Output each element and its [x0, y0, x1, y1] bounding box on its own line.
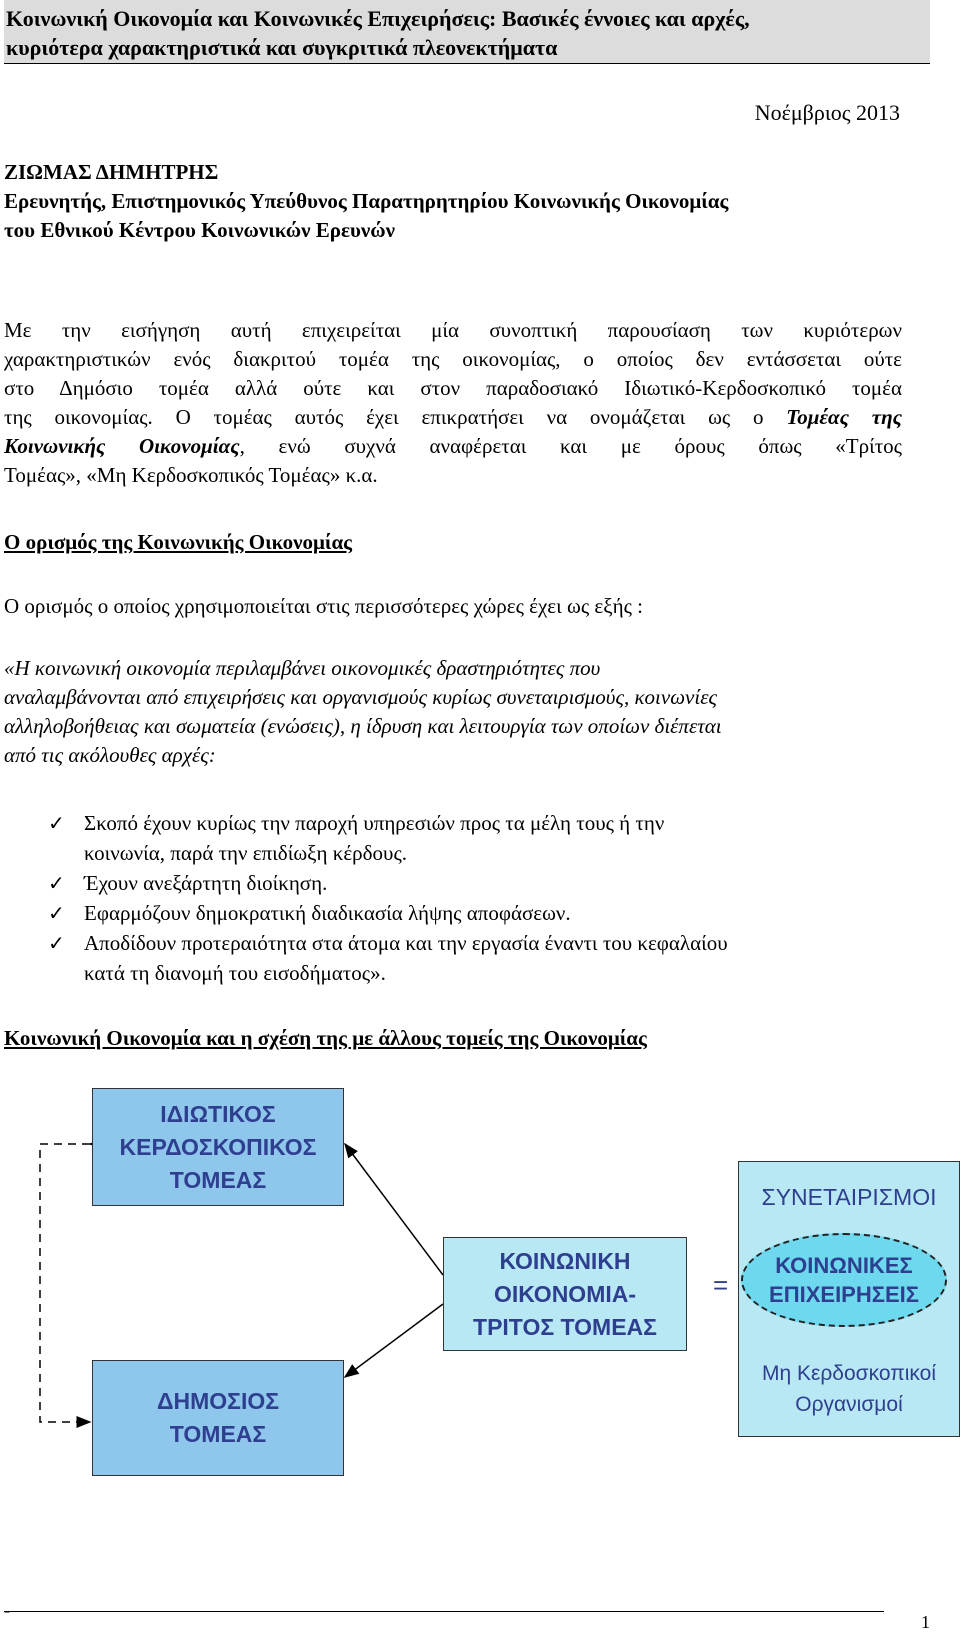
- list-item: [48, 868, 728, 898]
- nonprofits-line-1: Μη Κερδοσκοπικοί: [761, 1362, 937, 1385]
- principles-list: [48, 808, 728, 988]
- social-economy-line-1: ΚΟΙΝΩΝΙΚΗ: [499, 1247, 631, 1274]
- list-item-text: Αποδίδουν προτεραιότητα στα άτομα και την εργασία έναντι του κεφαλαίου: [84, 931, 728, 955]
- checkmark-icon: ✓: [48, 901, 65, 925]
- list-item-text: κοινωνία, παρά την επιδίωξη κέρδους.: [84, 841, 408, 865]
- author-block: [4, 158, 728, 245]
- social-economy-line-3: ΤΡΙΤΟΣ ΤΟΜΕΑΣ: [473, 1313, 657, 1340]
- checkmark-icon: ✓: [48, 931, 65, 955]
- equals-sign: =: [713, 1270, 729, 1300]
- title-line-1: Κοινωνική Οικονομία και Κοινωνικές Επιχειρήσεις: Βασικές έννοιες και αρχές,: [6, 6, 750, 31]
- footnote-mark: -: [4, 1600, 10, 1620]
- quote-line-2: αναλαμβάνονται από επιχειρήσεις και οργανισμούς κυρίως συνεταιρισμούς, κοινωνίες: [4, 685, 717, 709]
- intro-paragraph: [4, 316, 902, 490]
- checkmark-icon: ✓: [48, 811, 65, 835]
- intro-line-4a: της οικονομίας. Ο τομέας αυτός έχει επικρατήσει να ονομάζεται ως ο: [4, 405, 764, 429]
- public-sector-line-2: ΤΟΜΕΑΣ: [169, 1421, 267, 1447]
- public-sector-box: [92, 1360, 344, 1476]
- list-item: [48, 808, 728, 838]
- checkmark-icon: ✓: [48, 871, 65, 895]
- cooperatives-label: ΣΥΝΕΤΑΙΡΙΣΜΟΙ: [761, 1184, 937, 1210]
- dashed-link-private-public: [40, 1144, 90, 1422]
- list-item: [48, 898, 728, 928]
- nonprofits-label: [739, 1358, 959, 1420]
- page-number: 1: [921, 1612, 930, 1632]
- intro-term-sector: Τομέας της: [786, 405, 902, 429]
- quote-line-4: από τις ακόλουθες αρχές:: [4, 743, 216, 767]
- relation-heading: Κοινωνική Οικονομία και η σχέση της με άλλους τομείς της Οικονομίας: [4, 1026, 647, 1050]
- author-role-2: του Εθνικού Κέντρου Κοινωνικών Ερευνών: [4, 218, 395, 242]
- title-line-2: κυριότερα χαρακτηριστικά και συγκριτικά πλεονεκτήματα: [6, 35, 558, 60]
- arrow-social-to-public: [345, 1304, 443, 1377]
- list-item-continuation: [48, 838, 728, 868]
- intro-line-5b: , ενώ συχνά αναφέρεται και με όρους όπως «Τρίτος: [239, 434, 902, 458]
- social-economy-box: [443, 1237, 687, 1351]
- intro-line-2: χαρακτηριστικών ενός διακριτού τομέα της οικονομίας, ο οποίος δεν εντάσσεται ούτε: [4, 347, 902, 371]
- author-role-1: Ερευνητής, Επιστημονικός Υπεύθυνος Παρατηρητηρίου Κοινωνικής Οικονομίας: [4, 189, 729, 213]
- public-sector-line-1: ΔΗΜΟΣΙΟΣ: [156, 1388, 280, 1414]
- document-title: [4, 0, 930, 64]
- footer-rule: [4, 1611, 884, 1612]
- intro-line-4: [4, 403, 902, 432]
- private-sector-box: [92, 1088, 344, 1206]
- private-sector-line-1: ΙΔΙΩΤΙΚΟΣ: [160, 1100, 276, 1127]
- intro-line-3: στο Δημόσιο τομέα αλλά ούτε και στον παραδοσιακό Ιδιωτικό-Κερδοσκοπικό τομέα: [4, 376, 902, 400]
- intro-line-1: Με την εισήγηση αυτή επιχειρείται μία συνοπτική παρουσίαση των κυριότερων: [4, 318, 902, 342]
- social-economy-line-2: ΟΙΚΟΝΟΜΙΑ-: [493, 1280, 637, 1307]
- intro-line-5: [4, 432, 902, 461]
- intro-line-6: Τομέας», «Μη Κερδοσκοπικός Τομέας» κ.α.: [4, 463, 378, 487]
- author-name: ΖΙΩΜΑΣ ΔΗΜΗΤΡΗΣ: [4, 160, 219, 184]
- arrow-private-to-social: [345, 1144, 443, 1275]
- list-item: [48, 928, 728, 958]
- quote-line-1: «Η κοινωνική οικονομία περιλαμβάνει οικονομικές δραστηριότητες που: [4, 656, 601, 680]
- private-sector-line-3: ΤΟΜΕΑΣ: [169, 1166, 267, 1193]
- social-enterprises-oval: [741, 1233, 947, 1327]
- definition-heading: Ο ορισμός της Κοινωνικής Οικονομίας: [4, 530, 353, 554]
- social-enterprises-line-1: ΚΟΙΝΩΝΙΚΕΣ: [775, 1253, 913, 1278]
- list-item-text: Σκοπό έχουν κυρίως την παροχή υπηρεσιών προς τα μέλη τους ή την: [84, 811, 665, 835]
- social-enterprises-line-2: ΕΠΙΧΕΙΡΗΣΕΙΣ: [769, 1282, 919, 1307]
- list-item-continuation: [48, 958, 728, 988]
- social-economy-components-box: [738, 1161, 960, 1437]
- definition-lead: Ο ορισμός ο οποίος χρησιμοποιείται στις περισσότερες χώρες έχει ως εξής :: [4, 594, 643, 618]
- list-item-text: Έχουν ανεξάρτητη διοίκηση.: [84, 871, 328, 895]
- intro-term-social-economy: Κοινωνικής Οικονομίας: [4, 434, 240, 458]
- list-item-text: κατά τη διανομή του εισοδήματος».: [84, 961, 386, 985]
- quote-line-3: αλληλοβοήθειας και σωματεία (ενώσεις), η ίδρυση και λειτουργία των οποίων διέπεται: [4, 714, 722, 738]
- document-date: Νοέμβριος 2013: [754, 100, 900, 125]
- definition-quote: [4, 654, 924, 770]
- list-item-text: Εφαρμόζουν δημοκρατική διαδικασία λήψης αποφάσεων.: [84, 901, 571, 925]
- nonprofits-line-2: Οργανισμοί: [795, 1393, 903, 1416]
- private-sector-line-2: ΚΕΡΔΟΣΚΟΠΙΚΟΣ: [119, 1133, 317, 1160]
